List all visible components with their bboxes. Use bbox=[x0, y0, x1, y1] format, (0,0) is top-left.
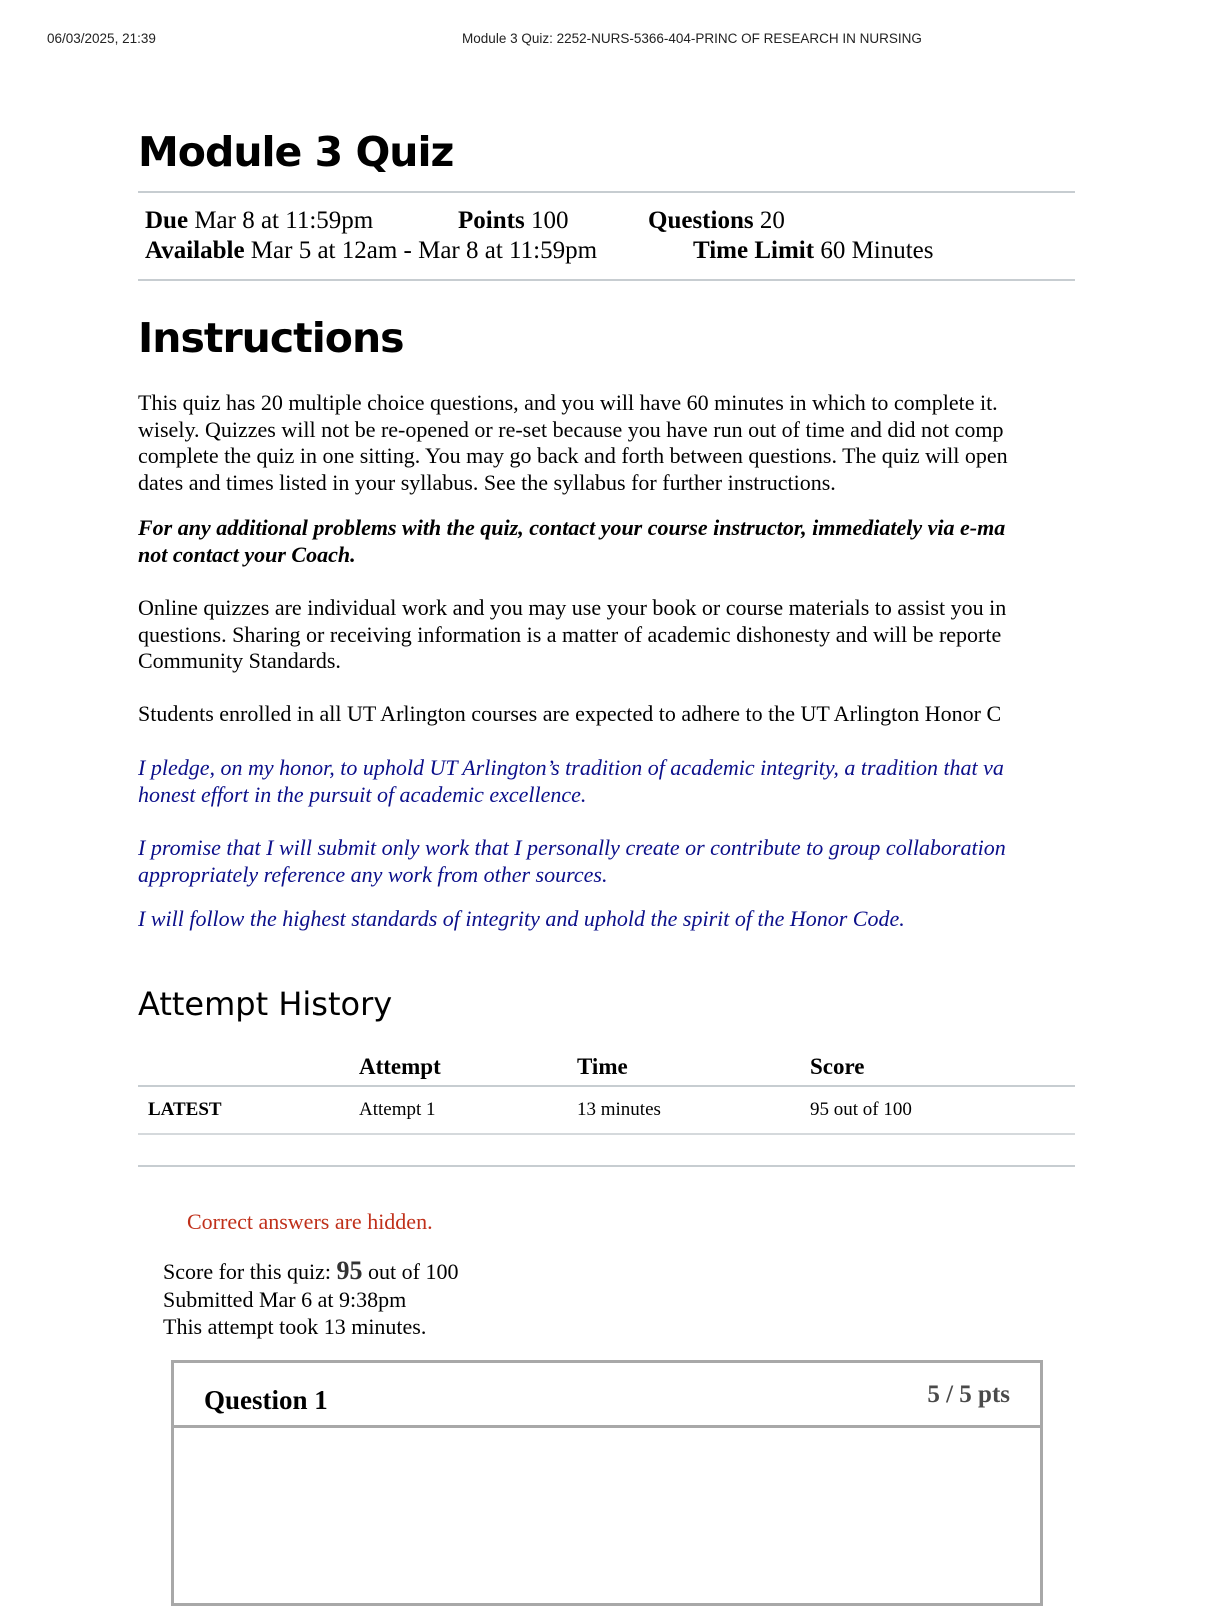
attempt-history-table bbox=[138, 1048, 1075, 1135]
score-suffix: out of 100 bbox=[362, 1259, 459, 1284]
text-line: dates and times listed in your syllabus. See the syllabus for further instructions. bbox=[138, 469, 836, 495]
text-line: I will follow the highest standards of integrity and uphold the spirit of the Honor Code. bbox=[138, 906, 905, 931]
instructor-contact-note bbox=[138, 515, 1078, 568]
available-label: Available bbox=[145, 237, 245, 264]
text-line: appropriately reference any work from other sources. bbox=[138, 861, 608, 887]
print-datetime: 06/03/2025, 21:39 bbox=[47, 31, 156, 46]
instructions-title: Instructions bbox=[138, 314, 404, 362]
question-card bbox=[171, 1360, 1043, 1606]
submitted-line: Submitted Mar 6 at 9:38pm bbox=[163, 1286, 407, 1312]
text-line: This quiz has 20 multiple choice questions, and you will have 60 minutes in which to complete it. bbox=[138, 390, 998, 415]
question-header bbox=[174, 1363, 1040, 1428]
column-header-score: Score bbox=[810, 1048, 1075, 1086]
text-line: Online quizzes are individual work and you may use your book or course materials to assist you in bbox=[138, 595, 1007, 620]
due-field bbox=[145, 206, 373, 236]
print-page-title: Module 3 Quiz: 2252-NURS-5366-404-PRINC OF RESEARCH IN NURSING bbox=[462, 31, 922, 46]
honor-code-paragraph bbox=[138, 701, 1078, 728]
text-line: not contact your Coach. bbox=[138, 541, 356, 567]
score-summary bbox=[163, 1257, 458, 1341]
column-header-attempt: Attempt bbox=[359, 1048, 577, 1086]
score-line bbox=[163, 1257, 458, 1286]
due-value: Mar 8 at 11:59pm bbox=[194, 207, 374, 234]
individual-work-paragraph bbox=[138, 595, 1078, 675]
time-limit-value: 60 Minutes bbox=[820, 237, 934, 264]
text-line: honest effort in the pursuit of academic excellence. bbox=[138, 781, 587, 807]
column-header-time: Time bbox=[577, 1048, 810, 1086]
instructions-paragraph bbox=[138, 390, 1078, 496]
points-label: Points bbox=[458, 207, 525, 234]
attempt-history-title: Attempt History bbox=[138, 985, 393, 1023]
available-value: Mar 5 at 12am - Mar 8 at 11:59pm bbox=[250, 237, 598, 264]
divider bbox=[138, 1165, 1075, 1167]
divider bbox=[138, 279, 1075, 281]
duration-line: This attempt took 13 minutes. bbox=[163, 1314, 427, 1339]
questions-label: Questions bbox=[648, 207, 754, 234]
text-line: wisely. Quizzes will not be re-opened or re-set because you have run out of time and did not comp bbox=[138, 416, 1004, 442]
attempt-time: 13 minutes bbox=[577, 1086, 810, 1134]
attempt-link[interactable]: Attempt 1 bbox=[359, 1086, 577, 1134]
print-header bbox=[0, 31, 1224, 49]
text-line: questions. Sharing or receiving information is a matter of academic dishonesty and will be reporte bbox=[138, 621, 1002, 647]
correct-answers-hidden-note: Correct answers are hidden. bbox=[187, 1209, 433, 1234]
attempt-score: 95 out of 100 bbox=[810, 1086, 1075, 1134]
honor-pledge-3 bbox=[138, 906, 1078, 933]
questions-field bbox=[648, 206, 785, 236]
column-header bbox=[138, 1048, 359, 1086]
latest-label: LATEST bbox=[138, 1086, 359, 1134]
text-line: Community Standards. bbox=[138, 648, 341, 673]
questions-value: 20 bbox=[759, 207, 785, 234]
score-value: 95 bbox=[336, 1256, 363, 1285]
time-limit-field bbox=[693, 236, 934, 266]
points-value: 100 bbox=[530, 207, 569, 234]
quiz-title: Module 3 Quiz bbox=[138, 128, 454, 176]
table-header-row bbox=[138, 1048, 1075, 1086]
text-line: Students enrolled in all UT Arlington courses are expected to adhere to the UT Arlington Honor C bbox=[138, 701, 1002, 726]
question-points: 5 / 5 pts bbox=[927, 1381, 1010, 1408]
score-prefix: Score for this quiz: bbox=[163, 1259, 337, 1284]
honor-pledge-2 bbox=[138, 835, 1078, 888]
text-line: For any additional problems with the quiz, contact your course instructor, immediately via e-ma bbox=[138, 515, 1006, 540]
table-row bbox=[138, 1086, 1075, 1134]
text-line: I pledge, on my honor, to uphold UT Arlington’s tradition of academic integrity, a tradition that va bbox=[138, 755, 1004, 780]
time-limit-label: Time Limit bbox=[693, 237, 815, 264]
available-field bbox=[145, 236, 597, 266]
honor-pledge-1 bbox=[138, 755, 1078, 808]
due-label: Due bbox=[145, 207, 189, 234]
question-label: Question 1 bbox=[204, 1385, 328, 1415]
points-field bbox=[458, 206, 568, 236]
divider bbox=[138, 191, 1075, 193]
text-line: I promise that I will submit only work that I personally create or contribute to group collaboration bbox=[138, 835, 1006, 860]
text-line: complete the quiz in one sitting. You may go back and forth between questions. The quiz will open bbox=[138, 443, 1008, 468]
